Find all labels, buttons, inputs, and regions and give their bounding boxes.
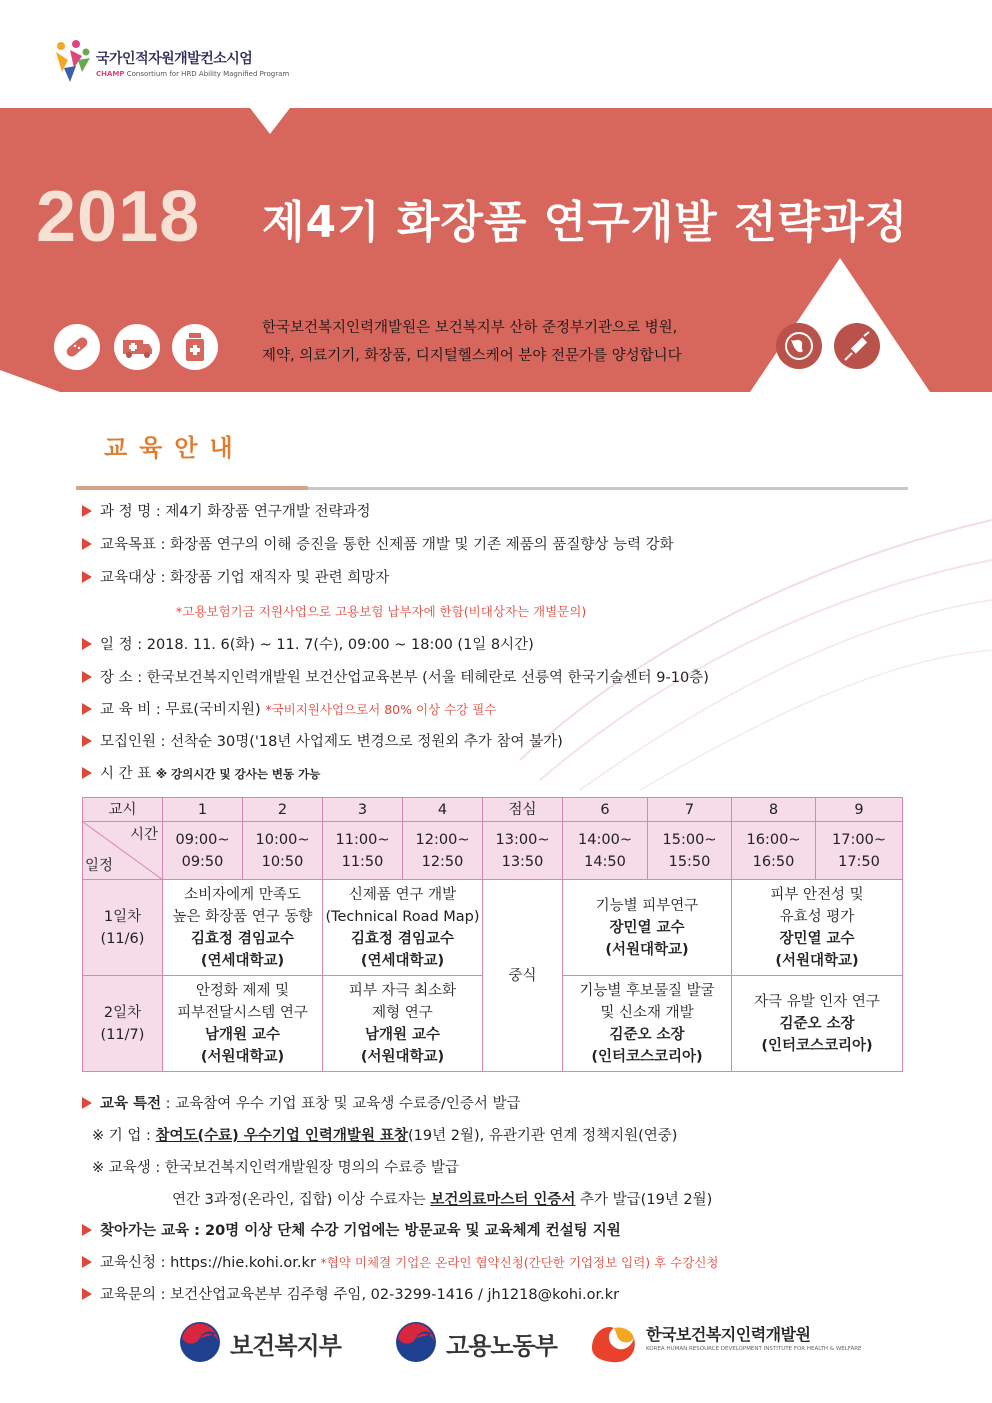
info-place: 장 소 : 한국보건복지인력개발원 보건산업교육본부 (서울 테헤란로 선릉역 한국기술센터 9-10층) (82, 666, 709, 687)
period-cell: 8 (732, 798, 816, 822)
info-course: 과 정 명 : 제4기 화장품 연구개발 전략과정 (82, 500, 371, 521)
info-goal: 교육목표 : 화장품 연구의 이해 증진을 통한 신제품 개발 및 기존 제품의 품질향상 능력 강화 (82, 533, 674, 554)
session-cell: 신제품 연구 개발 (Technical Road Map) 김효정 겸임교수 (연세대학교) (323, 880, 483, 976)
day-label: 2일차 (11/7) (83, 976, 163, 1072)
info-apply: 교육신청 : https://hie.kohi.or.kr *협약 미체결 기업은 온라인 협약신청(간단한 기업정보 입력) 후 수강신청 (82, 1251, 718, 1272)
info-fee: 교 육 비 : 무료(국비지원) *국비지원사업으로서 80% 이상 수강 필수 (82, 698, 496, 719)
section-divider (76, 486, 908, 490)
period-row (83, 798, 903, 822)
period-cell: 점심 (483, 798, 563, 822)
info-target: 교육대상 : 화장품 기업 재직자 및 관련 희망자 (82, 566, 389, 587)
bullet-triangle-icon (82, 1097, 92, 1109)
time-day-corner: 시간 일정 (83, 822, 163, 880)
kohi-flame-icon (586, 1318, 640, 1366)
mohw-logo: 보건복지부 (176, 1316, 356, 1368)
bandage-icon (54, 324, 100, 370)
bullet-triangle-icon (82, 1288, 92, 1300)
session-cell: 안정화 제제 및 피부전달시스템 연구 남개원 교수 (서원대학교) (163, 976, 323, 1072)
time-cell: 17:00~ 17:50 (816, 822, 903, 880)
champ-logo (52, 36, 290, 88)
session-cell: 피부 안전성 및 유효성 평가 장민열 교수 (서원대학교) (732, 880, 903, 976)
time-cell: 09:00~ 09:50 (163, 822, 243, 880)
bullet-triangle-icon (82, 767, 92, 779)
bullet-triangle-icon (82, 505, 92, 517)
day1-row (83, 880, 903, 976)
schedule-table (82, 797, 903, 1072)
syringe-icon (834, 323, 880, 369)
time-cell: 15:00~ 15:50 (648, 822, 732, 880)
session-cell: 기능별 후보물질 발굴 및 신소재 개발 김준오 소장 (인터코스코리아) (563, 976, 732, 1072)
course-title: 제4기 화장품 연구개발 전략과정 (262, 197, 909, 248)
info-benefits: 교육 특전 : 교육참여 우수 기업 표창 및 교육생 수료증/인증서 발급 (82, 1092, 520, 1113)
session-cell: 기능별 피부연구 장민열 교수 (서원대학교) (563, 880, 732, 976)
logo-title: 국가인적자원개발컨소시엄 (96, 51, 253, 67)
session-cell: 피부 자극 최소화 제형 연구 남개원 교수 (서원대학교) (323, 976, 483, 1072)
info-benefit-annual: 연간 3과정(온라인, 집합) 이상 수료자는 보건의료마스터 인증서 추가 발급(19년 2월) (172, 1192, 713, 1208)
info-date: 일 정 : 2018. 11. 6(화) ~ 11. 7(수), 09:00 ~ 18:00 (1일 8시간) (82, 633, 534, 654)
period-cell: 2 (243, 798, 323, 822)
lunch-cell: 중식 (483, 880, 563, 1072)
day-label: 1일차 (11/6) (83, 880, 163, 976)
period-cell: 3 (323, 798, 403, 822)
champ-people-icon (52, 38, 94, 86)
time-cell: 14:00~ 14:50 (563, 822, 648, 880)
taeguk-icon (176, 1318, 224, 1366)
section-title: 교육안내 (104, 434, 245, 462)
medicine-bottle-icon (172, 324, 218, 370)
period-cell: 9 (816, 798, 903, 822)
bullet-triangle-icon (82, 1224, 92, 1236)
time-cell: 13:00~ 13:50 (483, 822, 563, 880)
time-row (83, 822, 903, 880)
info-recruit: 모집인원 : 선착순 30명('18년 사업제도 변경으로 정원외 추가 참여 불가) (82, 730, 563, 751)
time-cell: 12:00~ 12:50 (403, 822, 483, 880)
bullet-triangle-icon (82, 1256, 92, 1268)
time-cell: 10:00~ 10:50 (243, 822, 323, 880)
info-benefit-student: ※ 교육생 : 한국보건복지인력개발원장 명의의 수료증 발급 (92, 1160, 459, 1176)
info-target-note: *고용보험기금 지원사업으로 고용보험 납부자에 한함(비대상자는 개별문의) (176, 604, 587, 619)
kohi-logo: 한국보건복지인력개발원 KOREA HUMAN RESOURCE DEVELOPMENT INSTITUTE FOR HEALTH & WELFARE (586, 1316, 826, 1368)
info-timetable: 시 간 표 ※ 강의시간 및 강사는 변동 가능 (82, 762, 320, 783)
bullet-triangle-icon (82, 735, 92, 747)
info-benefit-company: ※ 기 업 : 참여도(수료) 우수기업 인력개발원 표창(19년 2월), 유관기관 연계 정책지원(연중) (92, 1128, 678, 1144)
logo-subtitle: CHAMP Consortium for HRD Ability Magnified Program (96, 70, 290, 78)
bullet-triangle-icon (82, 571, 92, 583)
bullet-triangle-icon (82, 671, 92, 683)
bullet-triangle-icon (82, 538, 92, 550)
moel-logo: 고용노동부 (392, 1316, 572, 1368)
bullet-triangle-icon (82, 703, 92, 715)
bullet-triangle-icon (82, 638, 92, 650)
ambulance-icon (114, 324, 160, 370)
time-cell: 16:00~ 16:50 (732, 822, 816, 880)
time-cell: 11:00~ 11:50 (323, 822, 403, 880)
session-cell: 자극 유발 인자 연구 김준오 소장 (인터코스코리아) (732, 976, 903, 1072)
info-visit: 찾아가는 교육 : 20명 이상 단체 수강 기업에는 방문교육 및 교육체계 컨설팅 지원 (82, 1219, 621, 1240)
session-cell: 소비자에게 만족도 높은 화장품 연구 동향 김효정 겸임교수 (연세대학교) (163, 880, 323, 976)
period-cell: 6 (563, 798, 648, 822)
period-cell: 4 (403, 798, 483, 822)
period-header: 교시 (83, 798, 163, 822)
taeguk-icon (392, 1318, 440, 1366)
course-year: 2018 (36, 177, 201, 257)
period-cell: 7 (648, 798, 732, 822)
globe-icon (776, 323, 822, 369)
institute-description: 한국보건복지인력개발원은 보건복지부 산하 준정부기관으로 병원, 제약, 의료기기, 화장품, 디지털헬스케어 분야 전문가를 양성합니다 (262, 320, 682, 364)
info-contact: 교육문의 : 보건산업교육본부 김주형 주임, 02-3299-1416 / jh1218@kohi.or.kr (82, 1283, 619, 1304)
period-cell: 1 (163, 798, 243, 822)
